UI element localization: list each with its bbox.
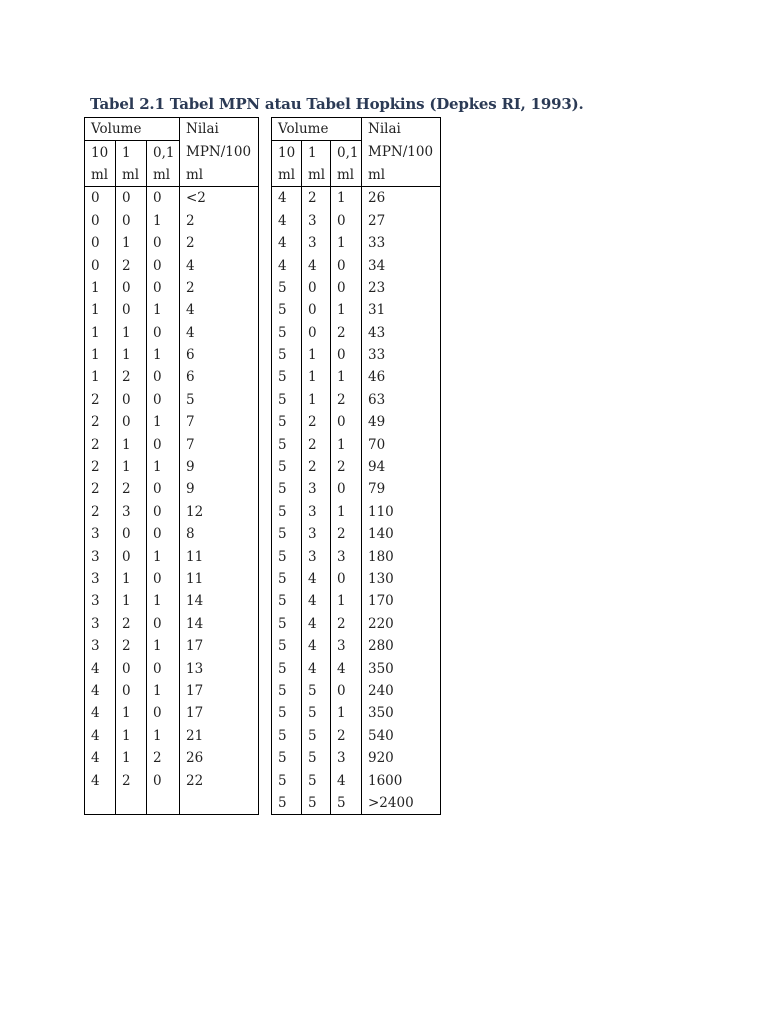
right-cell: 1 [331, 366, 362, 388]
right-cell: 2 [331, 456, 362, 478]
right-cell: 2 [331, 613, 362, 635]
left-mpn-header: MPN/100 [180, 141, 259, 164]
left-cell: 17 [180, 702, 259, 724]
right-cell: 2 [302, 456, 331, 478]
right-cell: 1 [331, 590, 362, 612]
left-cell: 14 [180, 613, 259, 635]
right-cell: 2 [331, 523, 362, 545]
left-cell [180, 792, 259, 815]
left-cell: 1 [116, 322, 147, 344]
left-cell: 0 [147, 523, 180, 545]
left-cell: 0 [147, 389, 180, 411]
left-cell: 0 [147, 232, 180, 254]
right-ml-header: ml [272, 164, 302, 187]
left-cell: 0 [147, 187, 180, 210]
left-cell: 1 [116, 232, 147, 254]
right-cell: 280 [362, 635, 441, 657]
left-cell: 2 [85, 433, 116, 455]
left-cell: 12 [180, 501, 259, 523]
left-cell: 8 [180, 523, 259, 545]
right-cell: 2 [331, 322, 362, 344]
left-cell: 2 [180, 210, 259, 232]
left-cell: 0 [147, 366, 180, 388]
right-ml-header: ml [362, 164, 441, 187]
left-cell: 0 [116, 657, 147, 679]
right-cell: 3 [302, 232, 331, 254]
right-cell: 140 [362, 523, 441, 545]
left-cell: 4 [180, 254, 259, 276]
right-cell: >2400 [362, 792, 441, 815]
right-cell: 130 [362, 568, 441, 590]
right-cell: 4 [302, 657, 331, 679]
left-cell: 0 [147, 657, 180, 679]
left-cell: 2 [85, 478, 116, 500]
right-cell: 5 [272, 478, 302, 500]
left-cell: 0 [147, 433, 180, 455]
left-cell: 1 [116, 568, 147, 590]
left-cell: 3 [85, 635, 116, 657]
right-cell: 94 [362, 456, 441, 478]
left-cell: 2 [180, 232, 259, 254]
left-cell: 4 [85, 725, 116, 747]
left-cell: 1 [147, 210, 180, 232]
right-ml-header: ml [331, 164, 362, 187]
left-cell: 0 [116, 545, 147, 567]
right-cell: 5 [302, 680, 331, 702]
right-cell: 4 [272, 210, 302, 232]
left-cell: 0 [147, 702, 180, 724]
left-cell: 1 [116, 456, 147, 478]
right-cell: 4 [302, 635, 331, 657]
left-cell: 0 [147, 501, 180, 523]
left-cell: 0 [116, 680, 147, 702]
left-cell: 17 [180, 680, 259, 702]
left-cell: 1 [85, 344, 116, 366]
mpn-table [84, 117, 441, 815]
left-cell: 4 [85, 702, 116, 724]
left-cell: 4 [180, 299, 259, 321]
right-cell: 70 [362, 433, 441, 455]
table-gap [259, 118, 272, 815]
right-cell: 5 [272, 545, 302, 567]
right-cell: 1 [302, 344, 331, 366]
right-cell: 1 [331, 232, 362, 254]
right-cell: 1 [331, 433, 362, 455]
left-cell: 6 [180, 344, 259, 366]
left-cell: 1 [116, 590, 147, 612]
left-cell: 0 [147, 769, 180, 791]
right-cell: 110 [362, 501, 441, 523]
left-volume-header: Volume [85, 118, 180, 141]
right-cell: 5 [272, 590, 302, 612]
right-cell: 5 [302, 725, 331, 747]
left-ml-header: ml [180, 164, 259, 187]
left-cell: 0 [147, 277, 180, 299]
left-cell [85, 792, 116, 815]
left-cell: 4 [85, 747, 116, 769]
right-nilai-header: Nilai [362, 118, 441, 141]
left-cell: 0 [147, 254, 180, 276]
right-cell: 5 [272, 344, 302, 366]
right-cell: 4 [302, 590, 331, 612]
right-cell: 0 [302, 322, 331, 344]
right-cell: 31 [362, 299, 441, 321]
right-cell: 5 [272, 769, 302, 791]
right-cell: 5 [272, 792, 302, 815]
left-cell: 9 [180, 456, 259, 478]
right-cell: 350 [362, 657, 441, 679]
left-cell: 2 [116, 769, 147, 791]
left-cell: 1 [85, 322, 116, 344]
right-cell: 0 [331, 277, 362, 299]
right-cell: 1 [302, 389, 331, 411]
left-cell: 6 [180, 366, 259, 388]
right-col10-header: 10 [272, 141, 302, 164]
left-cell: 9 [180, 478, 259, 500]
right-cell: 5 [272, 389, 302, 411]
right-volume-header: Volume [272, 118, 362, 141]
right-cell: 5 [272, 613, 302, 635]
left-ml-header: ml [147, 164, 180, 187]
left-col10-header: 10 [85, 141, 116, 164]
right-cell: 34 [362, 254, 441, 276]
right-cell: 1 [302, 366, 331, 388]
left-cell: 3 [85, 613, 116, 635]
left-cell: 1 [147, 344, 180, 366]
right-cell: 3 [302, 501, 331, 523]
right-cell: 240 [362, 680, 441, 702]
left-cell: 1 [147, 456, 180, 478]
left-cell: 1 [147, 299, 180, 321]
left-cell: 0 [147, 322, 180, 344]
right-cell: 3 [331, 635, 362, 657]
right-cell: 4 [272, 254, 302, 276]
right-cell: 63 [362, 389, 441, 411]
left-cell: 2 [116, 254, 147, 276]
left-cell: 2 [116, 478, 147, 500]
table-caption: Tabel 2.1 Tabel MPN atau Tabel Hopkins (Depkes RI, 1993). [90, 95, 584, 113]
right-cell: 2 [302, 411, 331, 433]
left-cell: 1 [147, 635, 180, 657]
left-ml-header: ml [116, 164, 147, 187]
right-col01-header: 0,1 [331, 141, 362, 164]
right-cell: 0 [302, 299, 331, 321]
right-cell: 3 [302, 478, 331, 500]
left-cell: 1 [147, 545, 180, 567]
right-cell: 5 [272, 322, 302, 344]
left-cell: 3 [85, 568, 116, 590]
left-cell: 0 [85, 232, 116, 254]
left-cell: 1 [147, 680, 180, 702]
right-col1-header: 1 [302, 141, 331, 164]
right-cell: 0 [331, 344, 362, 366]
left-cell: 2 [116, 613, 147, 635]
left-cell: 11 [180, 568, 259, 590]
left-cell: 1 [116, 725, 147, 747]
left-cell: 2 [180, 277, 259, 299]
right-cell: 5 [272, 366, 302, 388]
left-cell: 21 [180, 725, 259, 747]
left-cell: 22 [180, 769, 259, 791]
left-cell: 4 [180, 322, 259, 344]
right-cell: 3 [331, 545, 362, 567]
right-cell: 5 [272, 299, 302, 321]
left-cell: 2 [85, 411, 116, 433]
right-cell: 5 [272, 725, 302, 747]
left-cell: 1 [85, 277, 116, 299]
right-cell: 4 [272, 187, 302, 210]
left-cell: 3 [116, 501, 147, 523]
right-cell: 5 [272, 680, 302, 702]
right-cell: 5 [272, 747, 302, 769]
right-cell: 2 [331, 389, 362, 411]
left-cell: 2 [147, 747, 180, 769]
right-cell: 27 [362, 210, 441, 232]
right-cell: 180 [362, 545, 441, 567]
left-cell: 3 [85, 590, 116, 612]
right-cell: 3 [302, 545, 331, 567]
left-cell: 2 [85, 501, 116, 523]
right-cell: 4 [302, 254, 331, 276]
right-cell: 920 [362, 747, 441, 769]
right-cell: 5 [331, 792, 362, 815]
left-ml-header: ml [85, 164, 116, 187]
left-cell: 0 [147, 613, 180, 635]
right-cell: 1 [331, 501, 362, 523]
left-cell [116, 792, 147, 815]
left-cell [147, 792, 180, 815]
left-cell: 3 [85, 523, 116, 545]
right-cell: 0 [331, 254, 362, 276]
left-cell: <2 [180, 187, 259, 210]
right-ml-header: ml [302, 164, 331, 187]
right-cell: 5 [272, 501, 302, 523]
right-cell: 23 [362, 277, 441, 299]
left-cell: 2 [116, 366, 147, 388]
left-cell: 0 [147, 478, 180, 500]
left-cell: 0 [116, 210, 147, 232]
left-cell: 2 [116, 635, 147, 657]
right-cell: 5 [302, 769, 331, 791]
right-cell: 1600 [362, 769, 441, 791]
right-cell: 5 [272, 568, 302, 590]
right-cell: 170 [362, 590, 441, 612]
right-cell: 2 [302, 187, 331, 210]
left-col1-header: 1 [116, 141, 147, 164]
right-cell: 4 [331, 769, 362, 791]
right-cell: 5 [272, 523, 302, 545]
left-cell: 2 [85, 389, 116, 411]
left-cell: 4 [85, 769, 116, 791]
left-cell: 0 [116, 277, 147, 299]
right-cell: 43 [362, 322, 441, 344]
right-cell: 5 [272, 456, 302, 478]
left-cell: 1 [116, 433, 147, 455]
left-cell: 1 [116, 747, 147, 769]
left-cell: 4 [85, 657, 116, 679]
right-cell: 3 [302, 523, 331, 545]
left-cell: 1 [147, 590, 180, 612]
left-col01-header: 0,1 [147, 141, 180, 164]
left-cell: 1 [85, 299, 116, 321]
right-cell: 0 [331, 478, 362, 500]
left-cell: 0 [116, 389, 147, 411]
left-cell: 0 [116, 299, 147, 321]
left-cell: 0 [116, 187, 147, 210]
right-cell: 220 [362, 613, 441, 635]
right-cell: 4 [302, 613, 331, 635]
right-cell: 0 [302, 277, 331, 299]
right-cell: 1 [331, 702, 362, 724]
left-cell: 4 [85, 680, 116, 702]
right-cell: 350 [362, 702, 441, 724]
right-cell: 2 [302, 433, 331, 455]
right-cell: 1 [331, 299, 362, 321]
right-cell: 4 [302, 568, 331, 590]
right-cell: 26 [362, 187, 441, 210]
right-cell: 0 [331, 411, 362, 433]
right-cell: 5 [272, 702, 302, 724]
left-cell: 0 [85, 187, 116, 210]
right-cell: 1 [331, 187, 362, 210]
left-cell: 2 [85, 456, 116, 478]
right-cell: 5 [272, 277, 302, 299]
left-cell: 17 [180, 635, 259, 657]
right-mpn-header: MPN/100 [362, 141, 441, 164]
right-cell: 3 [302, 210, 331, 232]
left-nilai-header: Nilai [180, 118, 259, 141]
left-cell: 0 [85, 210, 116, 232]
left-cell: 1 [147, 725, 180, 747]
left-cell: 1 [116, 344, 147, 366]
right-cell: 0 [331, 568, 362, 590]
left-cell: 7 [180, 433, 259, 455]
right-cell: 5 [272, 433, 302, 455]
left-cell: 7 [180, 411, 259, 433]
left-cell: 1 [147, 411, 180, 433]
right-cell: 5 [302, 792, 331, 815]
left-cell: 1 [116, 702, 147, 724]
right-cell: 5 [272, 411, 302, 433]
left-cell: 0 [147, 568, 180, 590]
right-cell: 33 [362, 344, 441, 366]
left-cell: 0 [116, 523, 147, 545]
right-cell: 49 [362, 411, 441, 433]
right-cell: 540 [362, 725, 441, 747]
right-cell: 5 [302, 747, 331, 769]
left-cell: 26 [180, 747, 259, 769]
right-cell: 4 [331, 657, 362, 679]
right-cell: 5 [272, 657, 302, 679]
left-cell: 11 [180, 545, 259, 567]
left-cell: 14 [180, 590, 259, 612]
right-cell: 5 [302, 702, 331, 724]
right-cell: 3 [331, 747, 362, 769]
left-cell: 3 [85, 545, 116, 567]
right-cell: 4 [272, 232, 302, 254]
left-cell: 13 [180, 657, 259, 679]
left-cell: 1 [85, 366, 116, 388]
right-cell: 79 [362, 478, 441, 500]
right-cell: 46 [362, 366, 441, 388]
right-cell: 0 [331, 680, 362, 702]
right-cell: 33 [362, 232, 441, 254]
right-cell: 2 [331, 725, 362, 747]
left-cell: 0 [85, 254, 116, 276]
right-cell: 5 [272, 635, 302, 657]
left-cell: 5 [180, 389, 259, 411]
right-cell: 0 [331, 210, 362, 232]
left-cell: 0 [116, 411, 147, 433]
